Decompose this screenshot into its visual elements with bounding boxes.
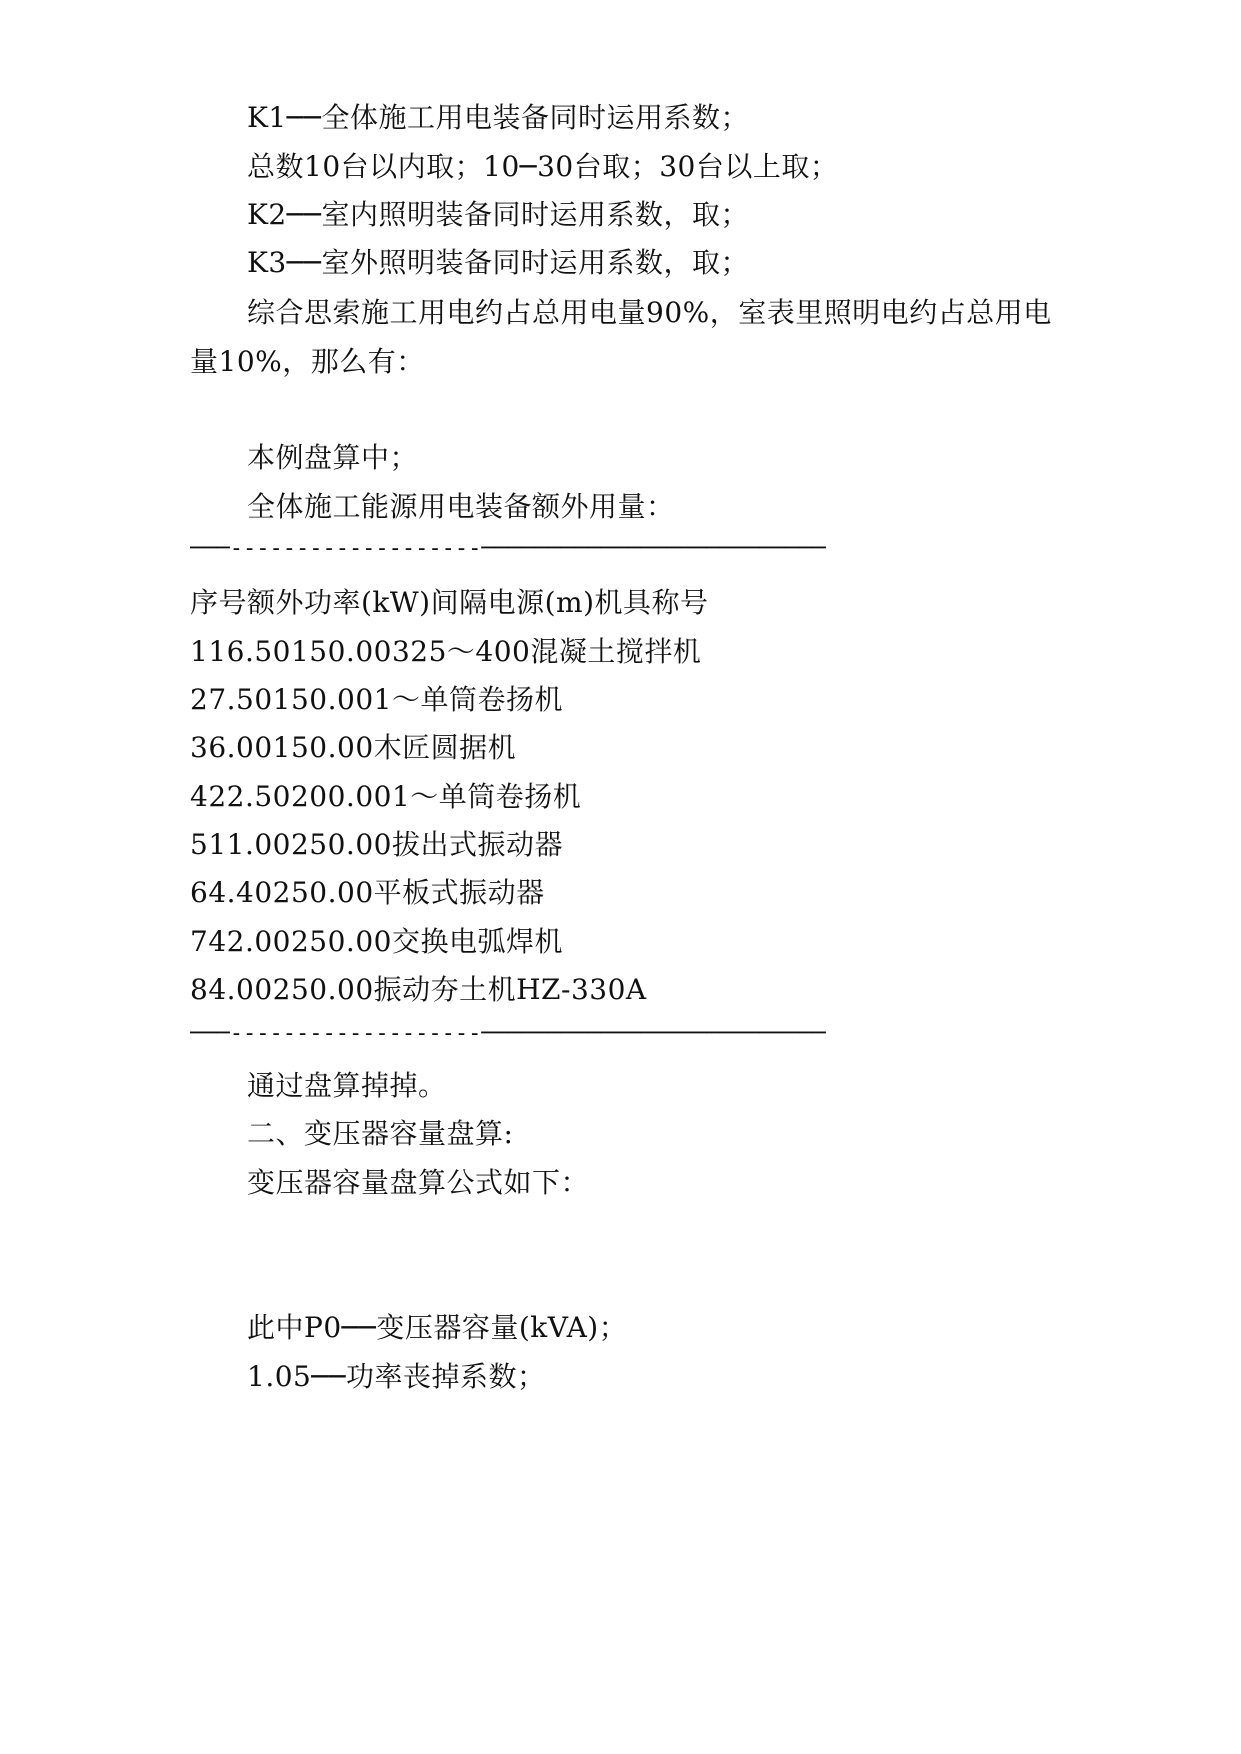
table-row: 36.00150.00木匠圆据机	[190, 731, 517, 764]
paragraph-k3: K3──室外照明装备同时运用系数，取；	[247, 246, 749, 279]
table-row: 27.50150.001～单筒卷扬机	[190, 683, 563, 716]
table-row: 64.40250.00平板式振动器	[190, 876, 545, 909]
paragraph-ratio-line1: 综合思索施工用电约占总用电量90%，室表里照明电约占总用电	[247, 296, 1052, 329]
paragraph-k2: K2──室内照明装备同时运用系数，取；	[247, 198, 749, 231]
table-row: 511.00250.00拔出式振动器	[190, 828, 563, 861]
definition-loss-factor: 1.05──功率丧掉系数；	[247, 1360, 546, 1393]
paragraph-count-rule: 总数10台以内取；10─30台取；30台以上取；	[247, 150, 839, 183]
table-row: 742.00250.00交换电弧焊机	[190, 925, 563, 958]
result-text: 通过盘算掉掉。	[247, 1069, 447, 1102]
table-header: 序号额外功率(kW)间隔电源(m)机具称号	[190, 586, 709, 619]
table-caption: 全体施工能源用电装备额外用量：	[247, 490, 675, 523]
table-top-rule: ───-------------------──────────────────────────	[190, 537, 826, 561]
table-row: 84.00250.00振动夯土机HZ-330A	[190, 973, 647, 1006]
paragraph-ratio-line2: 量10%，那么有：	[190, 345, 425, 378]
table-row: 422.50200.001～单筒卷扬机	[190, 780, 582, 813]
section-heading: 二、变压器容量盘算:	[247, 1117, 514, 1150]
paragraph-k1: K1──全体施工用电装备同时运用系数；	[247, 101, 749, 134]
table-bottom-rule: ───-------------------──────────────────────────	[190, 1022, 826, 1046]
definition-p0: 此中P0──变压器容量(kVA)；	[247, 1311, 628, 1344]
formula-intro: 变压器容量盘算公式如下：	[247, 1166, 590, 1199]
example-heading: 本例盘算中；	[247, 441, 419, 474]
table-row: 116.50150.00325～400混凝土搅拌机	[190, 635, 702, 668]
